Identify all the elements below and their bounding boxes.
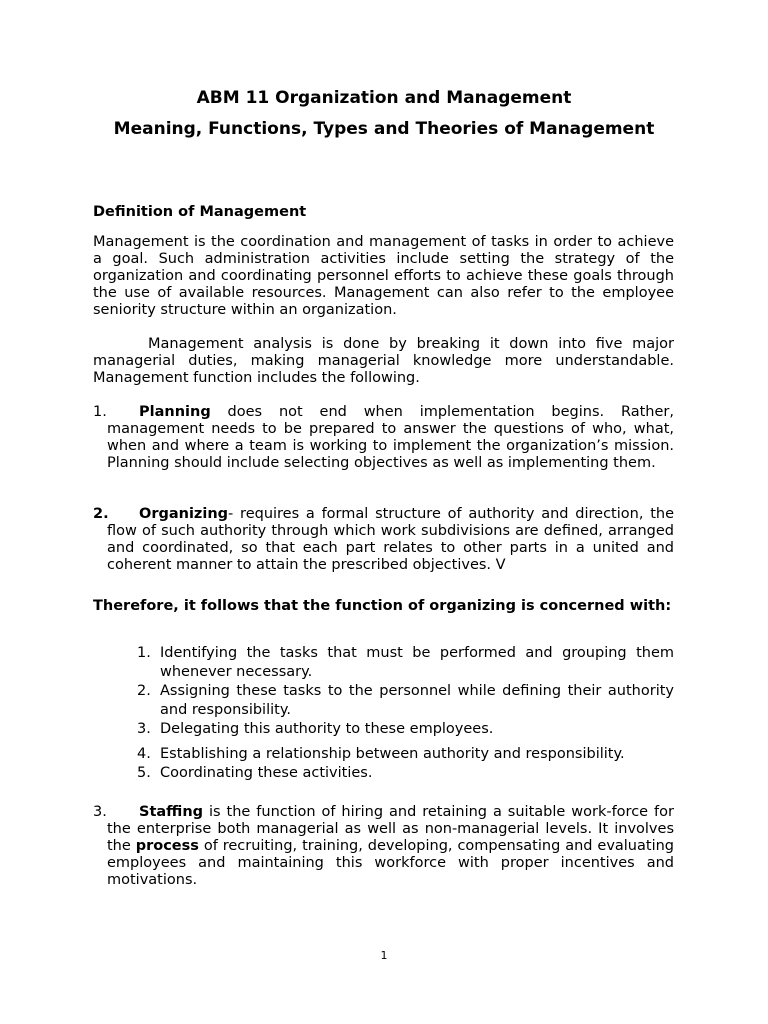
list-item: 4. Establishing a relationship between authority and responsibility. <box>137 746 625 762</box>
staffing-process-term: process <box>135 838 199 854</box>
page-number: 1 <box>380 949 388 962</box>
list-item: 1. Identifying the tasks that must be performed and grouping them whenever necessary. <box>137 645 674 680</box>
organizing-term: Organizing <box>139 506 229 522</box>
staffing-term: Staffing <box>139 804 204 820</box>
organizing-concern-list <box>137 644 674 783</box>
analysis-paragraph: Management analysis is done by breaking it down into five major managerial duties, making managerial knowledge more understandable. Management function includes the following. <box>93 336 674 386</box>
list-item: 3. Delegating this authority to these employees. <box>137 721 494 737</box>
organizing-concern-heading: Therefore, it follows that the function of organizing is concerned with: <box>93 598 672 614</box>
list-item: 2. Assigning these tasks to the personnel while defining their authority and responsibility. <box>137 683 674 718</box>
organizing-description <box>107 506 674 574</box>
definition-heading: Definition of Management <box>93 204 307 220</box>
organizing-text: - requires a formal structure of authority and direction, the flow of such authority through which work subdivisions are defined, arranged and coordinated, so that each part relates to other parts in a united and coherent manner to attain the prescribed objectives. V <box>107 506 674 573</box>
definition-paragraph: Management is the coordination and management of tasks in order to achieve a goal. Such administration activities include setting the strategy of the organization and coordinating personnel efforts to achieve these goals through the use of available resources. Management can also refer to the employee seniority structure within an organization. <box>93 234 674 318</box>
planning-description <box>107 404 674 472</box>
list-item: 5. Coordinating these activities. <box>137 765 373 781</box>
function-number-1: 1. <box>93 404 107 420</box>
planning-text: does not end when implementation begins. Rather, management needs to be prepared to answer the questions of who, what, when and where a team is working to implement the organization’s mission. Planning should include selecting objectives as well as implementing them. <box>107 404 674 471</box>
document-subtitle: Meaning, Functions, Types and Theories of Management <box>113 119 655 139</box>
staffing-description: Staffing is the function of hiring and retaining a suitable work-force for the enterprise both managerial as well as non-managerial levels. It involves the process of recruiting, training, developing, compensating and evaluating employees and maintaining this workforce with proper incentives and motivations. <box>107 804 674 888</box>
document-title: ABM 11 Organization and Management <box>196 88 572 108</box>
planning-term: Planning <box>139 404 211 420</box>
function-number-3: 3. <box>93 804 107 820</box>
function-number-2: 2. <box>93 506 109 522</box>
